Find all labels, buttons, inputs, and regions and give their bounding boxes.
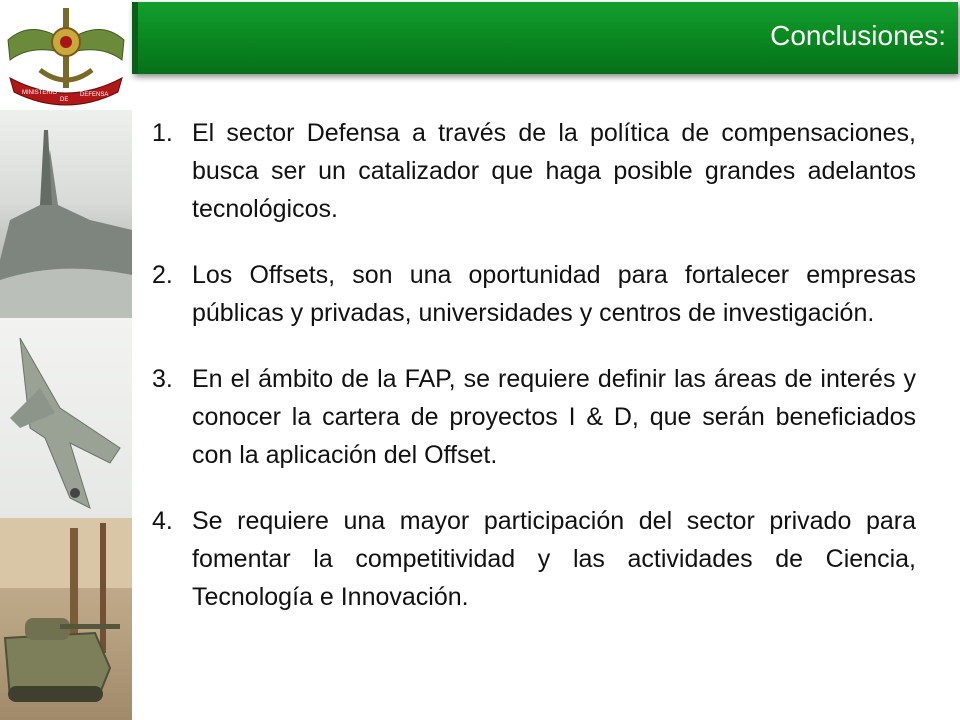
item-number: 3. bbox=[152, 365, 173, 393]
title-banner bbox=[132, 2, 958, 74]
fighter-jet-photo bbox=[0, 318, 132, 518]
list-item bbox=[152, 256, 916, 332]
list-item bbox=[152, 502, 916, 616]
item-number: 1. bbox=[152, 119, 173, 147]
ministry-defense-logo bbox=[0, 0, 132, 110]
warship-photo bbox=[0, 110, 132, 318]
slide-title: Conclusiones: bbox=[770, 20, 946, 51]
list-item bbox=[152, 114, 916, 228]
item-number: 2. bbox=[152, 261, 173, 289]
item-number: 4. bbox=[152, 507, 173, 535]
item-text: Los Offsets, son una oportunidad para fortalecer empresas públicas y privadas, universidades y centros de investigación. bbox=[192, 261, 916, 327]
conclusions-list bbox=[152, 114, 916, 644]
item-text: El sector Defensa a través de la política de compensaciones, busca ser un catalizador que haga posible grandes adelantos tecnológicos. bbox=[192, 119, 916, 223]
logo-text-left: MINISTERIO bbox=[22, 90, 58, 96]
logo-text-mid: DE bbox=[60, 97, 69, 103]
list-item bbox=[152, 360, 916, 474]
emblem-icon bbox=[0, 0, 132, 110]
item-text: En el ámbito de la FAP, se requiere definir las áreas de interés y conocer la cartera de proyectos I & D, que serán beneficiados con la aplicación del Offset. bbox=[192, 365, 916, 469]
tank-photo bbox=[0, 518, 132, 720]
logo-text-right: DEFENSA bbox=[80, 92, 109, 98]
item-text: Se requiere una mayor participación del sector privado para fomentar la competitividad y las actividades de Ciencia, Tecnología e Innovación. bbox=[192, 507, 916, 611]
